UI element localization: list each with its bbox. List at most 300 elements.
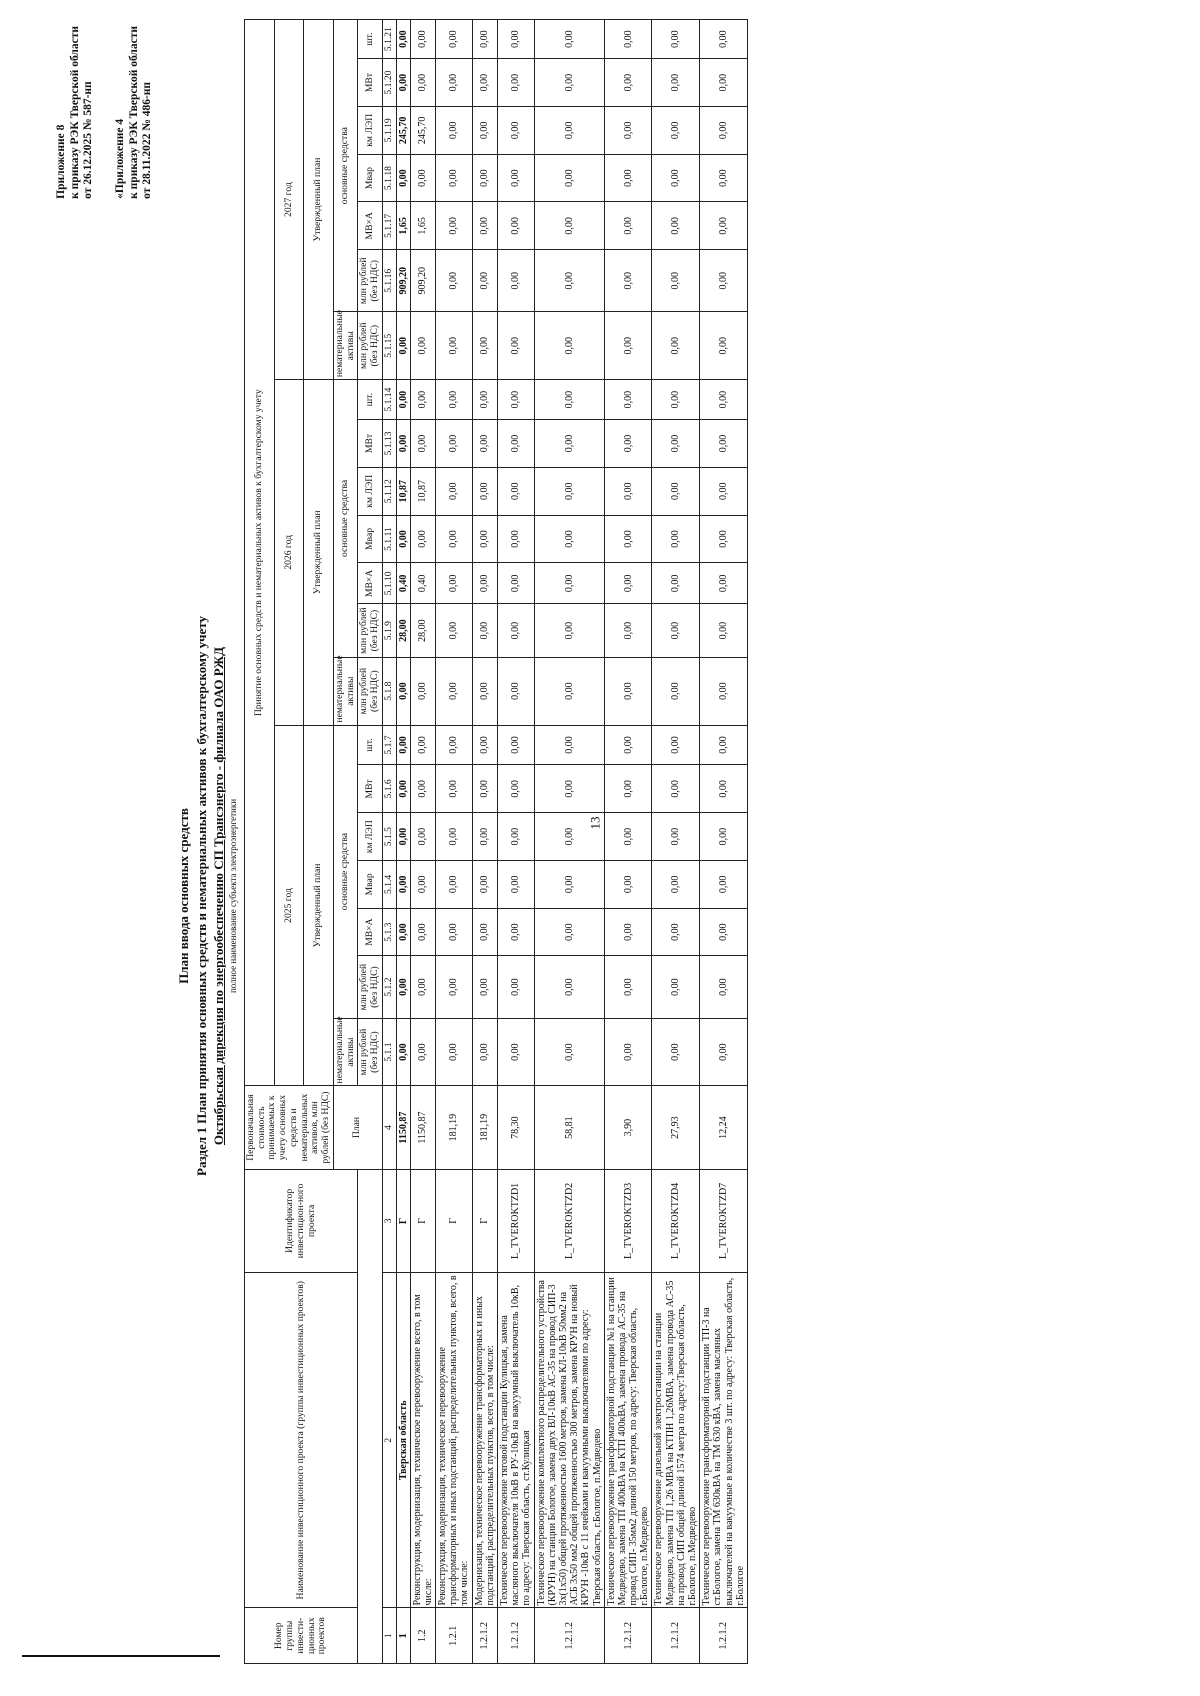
row-value: 0,00 (472, 59, 497, 107)
row-project-name: Техническое перевооружение дизельной электростанции на станции Медведево, замена ТП 1,26 МВА на КТПН 1,26МВА, замена провода АС-35 на провод СИП общей длиной 1574 метра по адресу:Тверская область, г.Бологое, п.Медведево (652, 1273, 700, 1608)
row-value: 0,00 (498, 604, 535, 657)
row-value: 0,00 (534, 106, 604, 154)
header-project-name: Наименование инвестиционного проекта (группы инвестиционных проектов) (245, 1273, 358, 1608)
row-value: 0,00 (472, 1018, 497, 1086)
header-unit-mw: МВт (358, 420, 382, 468)
row-value: 0,00 (436, 59, 473, 107)
row-value: 0,00 (472, 604, 497, 657)
column-number: 4 (382, 1086, 396, 1169)
row-value: 0,00 (396, 813, 410, 861)
header-fixed-assets: основные средства (333, 20, 357, 312)
row-value: 0,00 (604, 59, 652, 107)
table-row (652, 20, 700, 1664)
header-fixed-assets: основные средства (333, 380, 357, 658)
header-mln-rub: млн рублей (без НДС) (358, 1018, 382, 1086)
table-row (498, 20, 535, 1664)
row-value: 0,00 (534, 20, 604, 59)
header-mln-rub: млн рублей (без НДС) (358, 250, 382, 312)
row-value: 0,00 (396, 725, 410, 765)
header-unit-mva: МВ×А (358, 563, 382, 604)
row-value: 0,00 (436, 250, 473, 312)
column-number: 5.1.17 (382, 202, 396, 250)
table-row (604, 20, 652, 1664)
row-value: 0,00 (534, 725, 604, 765)
row-value: 0,00 (498, 657, 535, 725)
row-value: 0,00 (472, 202, 497, 250)
row-value: 0,00 (498, 956, 535, 1018)
row-value: 0,00 (700, 515, 748, 563)
row-value: 0,00 (700, 1018, 748, 1086)
header-approved-plan: Утвержденный план (304, 725, 334, 1086)
column-number: 1 (382, 1608, 396, 1664)
header-mln-rub: млн рублей (без НДС) (358, 956, 382, 1018)
row-value: 0,00 (700, 467, 748, 515)
row-value: 0,00 (498, 380, 535, 420)
column-number: 2 (382, 1273, 396, 1608)
row-value: 0,00 (604, 312, 652, 380)
row-value: 0,00 (472, 725, 497, 765)
table-row (700, 20, 748, 1664)
row-value: 0,00 (498, 420, 535, 468)
row-value: 0,00 (652, 813, 700, 861)
row-value: 909,20 (410, 250, 435, 312)
row-value: 0,00 (700, 908, 748, 956)
row-value: 0,00 (396, 765, 410, 813)
row-value: 0,00 (534, 420, 604, 468)
row-project-id: Г (436, 1169, 473, 1272)
row-value: 0,00 (498, 1018, 535, 1086)
row-value: 0,00 (498, 813, 535, 861)
row-value: 0,00 (436, 765, 473, 813)
row-value: 0,00 (652, 420, 700, 468)
row-value: 0,00 (410, 908, 435, 956)
row-value: 0,00 (534, 250, 604, 312)
stamp-line: от 26.12.2025 № 587-нп (82, 81, 95, 199)
row-project-name: Техническое перевооружение комплектного распределительного устройства (КРУН) на станции Бологое, замена двух ВЛ-10кВ АС-35 на провод СИП-3 3х(1х50) общей протяженностью 1600 метров, замена КЛ-10кВ 50мм2 на АСБ 3х50 мм2 общей протяженностью 300 метров, замена КРУН на новый КРУН -10кВ с 11 ячейками и вакуумными выключателями по адресу: Тверская область, г.Бологое, п.Медведево (534, 1273, 604, 1608)
row-value: 0,00 (700, 154, 748, 202)
row-value: 0,00 (498, 908, 535, 956)
column-number: 5.1.9 (382, 604, 396, 657)
row-value: 0,00 (396, 861, 410, 909)
row-value: 0,00 (472, 765, 497, 813)
page-number: 13 (587, 816, 603, 830)
row-value: 0,00 (436, 813, 473, 861)
header-initial-cost: Первоначальная стоимость принимаемых к учету основных средств и нематериальных активов, млн рублей (без НДС) (245, 1086, 334, 1169)
row-value: 0,00 (396, 20, 410, 59)
row-value: 0,00 (604, 657, 652, 725)
row-value: 0,00 (652, 765, 700, 813)
row-value: 0,00 (652, 106, 700, 154)
row-value: 0,00 (652, 250, 700, 312)
row-value: 0,00 (534, 861, 604, 909)
row-value: 0,00 (534, 312, 604, 380)
row-value: 0,00 (534, 515, 604, 563)
table-row (410, 20, 435, 1664)
row-value: 0,00 (700, 861, 748, 909)
row-value: 0,00 (700, 20, 748, 59)
row-project-id: Г (410, 1169, 435, 1272)
column-number: 5.1.15 (382, 312, 396, 380)
row-project-id: L_TVEROKTZD4 (652, 1169, 700, 1272)
row-value: 0,00 (498, 59, 535, 107)
investment-plan-table (244, 19, 748, 1664)
row-value: 1150,87 (396, 1086, 410, 1169)
row-value: 0,00 (534, 908, 604, 956)
row-project-name: Техническое перевооружение тяговой подстанции Кулицкая, замена масляного выключателя 10кВ в РУ-10кВ на вакуумный выключатель 10кВ, по адресу: Тверская область, ст.Кулицкая (498, 1273, 535, 1608)
row-value: 0,00 (652, 908, 700, 956)
stamp-line: от 28.11.2022 № 486-нп (141, 81, 154, 199)
row-number: 1.2.1.2 (700, 1608, 748, 1664)
row-value: 0,00 (604, 106, 652, 154)
row-value: 0,00 (396, 956, 410, 1018)
header-group-number: Номер группы инвести-ционных проектов (245, 1608, 358, 1664)
row-value: 0,00 (534, 1018, 604, 1086)
row-value: 0,00 (436, 657, 473, 725)
row-value: 0,00 (472, 420, 497, 468)
column-number: 5.1.11 (382, 515, 396, 563)
row-value: 0,40 (396, 563, 410, 604)
row-number: 1 (396, 1608, 410, 1664)
section-title: Раздел 1 План принятия основных средств и нематериальных активов к бухгалтерскому учету (194, 616, 209, 1176)
row-value: 1,65 (396, 202, 410, 250)
row-value: 27,93 (652, 1086, 700, 1169)
row-value: 0,00 (534, 604, 604, 657)
row-value: 0,40 (410, 563, 435, 604)
row-value: 0,00 (498, 515, 535, 563)
row-value: 0,00 (652, 725, 700, 765)
row-value: 909,20 (396, 250, 410, 312)
column-number: 5.1.10 (382, 563, 396, 604)
row-value: 0,00 (604, 813, 652, 861)
row-value: 0,00 (700, 725, 748, 765)
row-value: 0,00 (652, 563, 700, 604)
row-value: 0,00 (436, 106, 473, 154)
row-value: 0,00 (436, 380, 473, 420)
row-value: 0,00 (410, 420, 435, 468)
row-value: 10,87 (396, 467, 410, 515)
row-value: 0,00 (534, 154, 604, 202)
header-unit-mva: МВ×А (358, 202, 382, 250)
header-intangible: нематериальные активы (333, 657, 357, 725)
row-value: 0,00 (436, 1018, 473, 1086)
row-value: 0,00 (498, 106, 535, 154)
row-value: 0,00 (604, 563, 652, 604)
row-value: 245,70 (396, 106, 410, 154)
column-number: 5.1.2 (382, 956, 396, 1018)
row-value: 0,00 (604, 515, 652, 563)
company-name: Октябрьская дирекция по энергообеспечению СП Трансэнерго - филиала ОАО РЖД (211, 646, 226, 1146)
row-value: 0,00 (436, 515, 473, 563)
row-project-id: Г (472, 1169, 497, 1272)
row-value: 0,00 (498, 725, 535, 765)
row-value: 0,00 (700, 106, 748, 154)
row-number: 1.2.1.2 (604, 1608, 652, 1664)
column-number: 5.1.5 (382, 813, 396, 861)
row-value: 0,00 (700, 380, 748, 420)
row-value: 0,00 (436, 956, 473, 1018)
row-value: 28,00 (396, 604, 410, 657)
row-value: 0,00 (534, 956, 604, 1018)
row-value: 0,00 (700, 956, 748, 1018)
row-value: 0,00 (396, 380, 410, 420)
header-acceptance: Принятие основных средств и нематериальных активов к бухгалтерскому учету (245, 20, 275, 1086)
row-value: 0,00 (604, 154, 652, 202)
column-number: 5.1.20 (382, 59, 396, 107)
column-number: 5.1.13 (382, 420, 396, 468)
stamp-line: к приказу РЭК Тверской области (127, 26, 140, 199)
row-value: 0,00 (534, 765, 604, 813)
row-value: 0,00 (700, 563, 748, 604)
row-value: 0,00 (436, 420, 473, 468)
row-value: 0,00 (396, 657, 410, 725)
row-project-id: L_TVEROKTZD2 (534, 1169, 604, 1272)
row-value: 0,00 (436, 20, 473, 59)
row-value: 0,00 (604, 467, 652, 515)
row-project-name: Модернизация, техническое перевооружение трансформаторных и иных подстанций, распределительных пунктов, всего, в том числе: (472, 1273, 497, 1608)
header-plan: План (333, 1086, 382, 1169)
row-value: 0,00 (410, 154, 435, 202)
row-value: 0,00 (534, 813, 604, 861)
row-value: 0,00 (396, 420, 410, 468)
column-number: 5.1.3 (382, 908, 396, 956)
column-number: 5.1.18 (382, 154, 396, 202)
header-approved-plan: Утвержденный план (304, 20, 334, 380)
row-value: 0,00 (410, 861, 435, 909)
stamp-line: «Приложение 4 (114, 118, 126, 199)
row-value: 0,00 (472, 657, 497, 725)
stamp-line: Приложение 8 (55, 124, 67, 199)
header-unit-km: км ЛЭП (358, 106, 382, 154)
header-unit-mvar: Мвар (358, 154, 382, 202)
row-number: 1.2.1.2 (534, 1608, 604, 1664)
row-value: 0,00 (498, 154, 535, 202)
header-unit-mva: МВ×А (358, 908, 382, 956)
row-project-name: Техническое перевооружение трансформаторной подстанции №1 на станции Медведево, замена ТП 400кВА на КТП 400кВА, замена провода АС-35 на провод СИП- 35мм2 длиной 150 метров, по адресу: Тверская область, г.Бологое, п.Медведево (604, 1273, 652, 1608)
stamp-current-order (55, 26, 96, 199)
row-value: 0,00 (472, 250, 497, 312)
row-value: 0,00 (652, 467, 700, 515)
row-value: 0,00 (410, 380, 435, 420)
row-number: 1.2.1 (436, 1608, 473, 1664)
column-number: 5.1.19 (382, 106, 396, 154)
row-value: 0,00 (472, 563, 497, 604)
row-value: 0,00 (436, 467, 473, 515)
header-mln-rub: млн рублей (без НДС) (358, 657, 382, 725)
row-value: 0,00 (604, 380, 652, 420)
row-value: 0,00 (436, 725, 473, 765)
row-value: 0,00 (436, 861, 473, 909)
row-value: 0,00 (652, 657, 700, 725)
row-value: 0,00 (472, 20, 497, 59)
row-value: 0,00 (604, 250, 652, 312)
row-value: 0,00 (498, 250, 535, 312)
column-number: 3 (382, 1169, 396, 1272)
row-value: 0,00 (436, 312, 473, 380)
row-value: 0,00 (604, 604, 652, 657)
row-value: 0,00 (410, 515, 435, 563)
header-fixed-assets: основные средства (333, 725, 357, 1018)
row-value: 78,30 (498, 1086, 535, 1169)
row-value: 0,00 (604, 202, 652, 250)
column-number: 5.1.6 (382, 765, 396, 813)
row-value: 0,00 (396, 312, 410, 380)
row-value: 181,19 (436, 1086, 473, 1169)
header-year-2027: 2027 год (274, 20, 304, 380)
header-year-2026: 2026 год (274, 380, 304, 725)
row-number: 1.2 (410, 1608, 435, 1664)
stamp-line: к приказу РЭК Тверской области (68, 26, 81, 199)
row-number: 1.2.1.2 (498, 1608, 535, 1664)
row-value: 0,00 (410, 1018, 435, 1086)
row-value: 0,00 (396, 1018, 410, 1086)
row-value: 0,00 (604, 956, 652, 1018)
row-project-id: L_TVEROKTZD3 (604, 1169, 652, 1272)
row-value: 0,00 (472, 467, 497, 515)
column-number: 5.1.7 (382, 725, 396, 765)
row-value: 10,87 (410, 467, 435, 515)
row-value: 0,00 (410, 59, 435, 107)
row-value: 0,00 (534, 563, 604, 604)
header-intangible: нематериальные активы (333, 312, 357, 380)
table-row (472, 20, 497, 1664)
row-value: 0,00 (498, 861, 535, 909)
row-value: 0,00 (472, 106, 497, 154)
row-project-id: L_TVEROKTZD1 (498, 1169, 535, 1272)
header-mln-rub: млн рублей (без НДС) (358, 312, 382, 380)
row-value: 0,00 (652, 59, 700, 107)
header-unit-mvar: Мвар (358, 861, 382, 909)
row-value: 0,00 (652, 154, 700, 202)
row-value: 0,00 (700, 312, 748, 380)
row-value: 0,00 (652, 956, 700, 1018)
row-value: 0,00 (410, 20, 435, 59)
row-value: 0,00 (410, 813, 435, 861)
row-value: 0,00 (410, 765, 435, 813)
row-value: 1,65 (410, 202, 435, 250)
row-value: 0,00 (652, 604, 700, 657)
row-value: 3,90 (604, 1086, 652, 1169)
row-value: 0,00 (472, 956, 497, 1018)
row-value: 1150,87 (410, 1086, 435, 1169)
row-value: 0,00 (472, 908, 497, 956)
row-value: 0,00 (410, 312, 435, 380)
row-value: 0,00 (700, 604, 748, 657)
row-value: 0,00 (604, 861, 652, 909)
row-value: 0,00 (498, 20, 535, 59)
row-value: 0,00 (604, 908, 652, 956)
table-row (396, 20, 410, 1664)
column-number: 5.1.21 (382, 20, 396, 59)
row-value: 0,00 (396, 59, 410, 107)
row-value: 0,00 (652, 312, 700, 380)
header-unit-pcs: шт. (358, 380, 382, 420)
row-value: 0,00 (652, 20, 700, 59)
row-value: 0,00 (604, 725, 652, 765)
row-value: 0,00 (498, 563, 535, 604)
row-value: 0,00 (652, 861, 700, 909)
column-number: 5.1.4 (382, 861, 396, 909)
header-unit-mw: МВт (358, 765, 382, 813)
header-blank (358, 1169, 382, 1663)
column-number: 5.1.1 (382, 1018, 396, 1086)
column-number-row (382, 20, 396, 1664)
row-value: 0,00 (604, 1018, 652, 1086)
row-project-id: L_TVEROKTZD7 (700, 1169, 748, 1272)
row-value: 0,00 (700, 420, 748, 468)
header-project-id: Идентификатор инвестицион-ного проекта (245, 1169, 358, 1272)
row-project-id: Г (396, 1169, 410, 1272)
row-value: 245,70 (410, 106, 435, 154)
document-title: План ввода основных средств (176, 808, 191, 984)
column-number: 5.1.16 (382, 250, 396, 312)
column-number: 5.1.8 (382, 657, 396, 725)
column-number: 5.1.14 (382, 380, 396, 420)
row-value: 0,00 (652, 1018, 700, 1086)
header-unit-km: км ЛЭП (358, 467, 382, 515)
row-value: 0,00 (396, 154, 410, 202)
row-value: 0,00 (498, 312, 535, 380)
row-number: 1.2.1.2 (472, 1608, 497, 1664)
row-value: 0,00 (410, 657, 435, 725)
row-value: 0,00 (534, 380, 604, 420)
header-unit-pcs: шт. (358, 20, 382, 59)
header-unit-km: км ЛЭП (358, 813, 382, 861)
row-value: 0,00 (436, 154, 473, 202)
row-value: 0,00 (472, 380, 497, 420)
row-value: 0,00 (436, 604, 473, 657)
header-year-2025: 2025 год (274, 725, 304, 1086)
table-body (382, 20, 747, 1664)
row-value: 0,00 (700, 813, 748, 861)
header-unit-mw: МВт (358, 59, 382, 107)
row-value: 181,19 (472, 1086, 497, 1169)
row-value: 12,24 (700, 1086, 748, 1169)
row-value: 0,00 (498, 202, 535, 250)
row-value: 0,00 (652, 202, 700, 250)
column-number: 5.1.12 (382, 467, 396, 515)
row-value: 0,00 (436, 563, 473, 604)
row-value: 0,00 (700, 765, 748, 813)
row-value: 0,00 (472, 312, 497, 380)
row-project-name: Техническое перевооружение трансформаторной подстанции ТП-3 на ст.Бологое, замена ТМ 630кВА на ТМ 630 кВА, замена масляных выключателей на вакуумные в количестве 3 шт. по адресу: Тверская область, г.Бологое (700, 1273, 748, 1608)
row-value: 0,00 (472, 813, 497, 861)
header-mln-rub: млн рублей (без НДС) (358, 604, 382, 657)
row-value: 0,00 (652, 380, 700, 420)
row-value: 0,00 (534, 59, 604, 107)
header-approved-plan: Утвержденный план (304, 380, 334, 725)
row-value: 0,00 (604, 420, 652, 468)
row-value: 0,00 (498, 765, 535, 813)
row-project-name: Реконструкция, модернизация, техническое перевооружение трансформаторных и иных подстанций, распределительных пунктов, всего, в том числе: (436, 1273, 473, 1608)
row-value: 0,00 (410, 725, 435, 765)
row-value: 0,00 (700, 202, 748, 250)
row-value: 0,00 (534, 657, 604, 725)
table-row (534, 20, 604, 1664)
stamp-original-order (114, 26, 155, 199)
row-value: 58,81 (534, 1086, 604, 1169)
row-value: 0,00 (534, 467, 604, 515)
row-value: 0,00 (652, 515, 700, 563)
header-intangible: нематериальные активы (333, 1018, 357, 1086)
header-unit-mvar: Мвар (358, 515, 382, 563)
row-value: 0,00 (396, 515, 410, 563)
row-value: 0,00 (700, 250, 748, 312)
row-value: 0,00 (700, 657, 748, 725)
row-value: 0,00 (472, 515, 497, 563)
row-value: 0,00 (604, 765, 652, 813)
row-value: 0,00 (534, 202, 604, 250)
row-value: 0,00 (396, 908, 410, 956)
